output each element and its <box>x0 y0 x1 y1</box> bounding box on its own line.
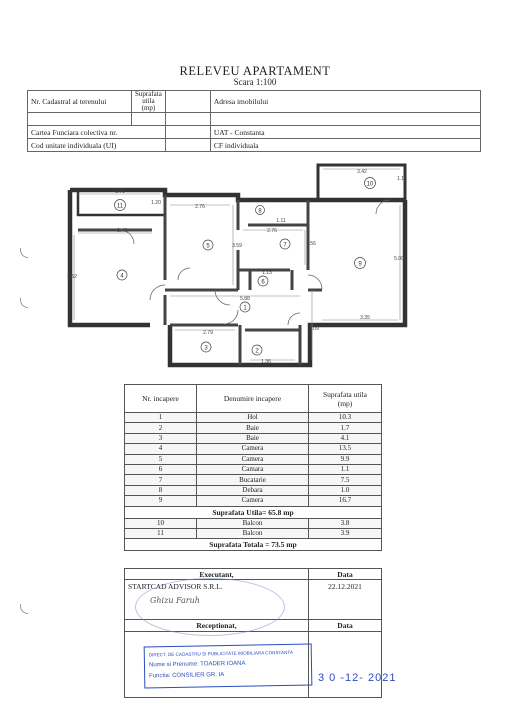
dim-label: 3.42 <box>357 169 367 175</box>
outer-wall-east <box>320 200 405 325</box>
nr-cadastral-label: Nr. Cadastral al terenului <box>28 91 132 113</box>
col-header-nr: Nr. incapere <box>125 385 197 413</box>
company-seal-icon <box>135 578 285 636</box>
header-table <box>27 90 481 152</box>
table-row <box>125 528 382 538</box>
executant-label: Executant, <box>125 569 309 580</box>
room-number: 1 <box>243 305 247 312</box>
receptionat-date-cell <box>309 632 382 698</box>
room-name: Camera <box>197 454 309 464</box>
scan-mark-icon <box>20 298 28 308</box>
dim-label: 2.76 <box>267 228 277 234</box>
cf-label: CF individuala <box>210 139 480 152</box>
ocpi-stamp <box>144 644 313 689</box>
dim-label: 1.36 <box>261 359 271 365</box>
dim-label: 1.13 <box>262 270 272 276</box>
room-nr: 11 <box>125 528 197 538</box>
table-row <box>125 433 382 443</box>
room-area: 3.8 <box>309 518 382 528</box>
room-number: 10 <box>366 181 374 188</box>
dim-label: 3.35 <box>360 315 370 321</box>
company-name: STARTCAD ADVISOR S.R.L. <box>125 580 309 620</box>
executant-signature: Ghizu Faruh <box>150 596 200 605</box>
header-cell-blank <box>28 113 132 126</box>
col-header-denumire: Denumire incapere <box>197 385 309 413</box>
receptionat-label: Receptionat, <box>125 620 309 632</box>
dim-label: 3.49 <box>117 228 127 234</box>
grand-total: Suprafata Totala = 73.5 mp <box>125 539 382 551</box>
room-number: 11 <box>116 203 124 210</box>
dim-label: 2.76 <box>195 204 205 210</box>
door-swing <box>178 268 190 280</box>
stamp-date: 3 0 -12- 2021 <box>318 672 397 684</box>
room-name: Camara <box>197 464 309 474</box>
room-area: 4.1 <box>309 433 382 443</box>
room-area: 1.0 <box>309 485 382 495</box>
room-nr: 4 <box>125 444 197 454</box>
col-header-suprafata <box>309 385 382 413</box>
dim-label: 3.79 <box>115 189 125 195</box>
header-cell-blank <box>165 113 210 126</box>
room-nr: 2 <box>125 423 197 433</box>
dim-label: 1.20 <box>151 200 161 206</box>
room-name: Balcon <box>197 518 309 528</box>
door-swing <box>288 313 300 325</box>
table-row <box>125 454 382 464</box>
room-area: 3.9 <box>309 528 382 538</box>
outer-wall-west <box>70 190 150 325</box>
dim-label: 5.00 <box>394 256 404 262</box>
dim-label: 5.56 <box>306 241 316 247</box>
table-row <box>125 464 382 474</box>
dim-label: 3.52 <box>67 274 77 280</box>
table-row <box>125 496 382 506</box>
room-nr: 8 <box>125 485 197 495</box>
room-area: 9.9 <box>309 454 382 464</box>
room-area: 1.7 <box>309 423 382 433</box>
room-name: Balcon <box>197 528 309 538</box>
room-number: 5 <box>206 243 210 250</box>
room-number: 7 <box>283 242 287 249</box>
room-name: Debara <box>197 485 309 495</box>
dim-label: 3.59 <box>232 243 242 249</box>
dim-label: 1.18 <box>397 176 407 182</box>
header-cell-blank <box>132 113 166 126</box>
table-row <box>125 475 382 485</box>
room-area: 10.3 <box>309 413 382 423</box>
room-area: 7.5 <box>309 475 382 485</box>
floor-plan <box>60 160 425 375</box>
room-number: 4 <box>120 273 124 280</box>
data-label: Data <box>309 569 382 580</box>
table-row <box>125 518 382 528</box>
adresa-label: Adresa imobilului <box>210 91 480 113</box>
document-title: RELEVEU APARTAMENT <box>179 64 331 78</box>
room-name: Hol <box>197 413 309 423</box>
suprafata-label: Suprafata utila <box>323 389 367 399</box>
scan-mark-icon <box>20 604 28 614</box>
stamp-line: Functia: CONSILIER GR. IA <box>149 672 225 680</box>
room-number: 8 <box>258 208 262 215</box>
carte-funciara-label: Cartea Funciara colectiva nr. <box>28 126 166 139</box>
room-number: 3 <box>204 345 208 352</box>
stamp-line: Nume si Prenume: TOADER IOANA <box>148 660 246 669</box>
utila-total: Suprafata Utila= 65.8 mp <box>125 506 382 518</box>
room-nr: 3 <box>125 433 197 443</box>
room-area: 13.5 <box>309 444 382 454</box>
header-cell-blank <box>165 126 210 139</box>
room-number: 9 <box>358 261 362 268</box>
stamp-line: DIRECT. DE CADASTRU SI PUBLICITATE IMOBILIARA CONSTANTA <box>148 649 293 658</box>
door-swing <box>150 285 165 300</box>
room-name: Camera <box>197 496 309 506</box>
room-nr: 6 <box>125 464 197 474</box>
room-name: Bucatarie <box>197 475 309 485</box>
header-cell-blank <box>165 139 210 152</box>
header-cell-blank <box>165 91 210 113</box>
door-swing <box>215 290 230 305</box>
table-row <box>125 444 382 454</box>
dim-label: 5.88 <box>240 296 250 302</box>
dim-label: 3.09 <box>309 326 319 332</box>
dim-label: 2.79 <box>203 330 213 336</box>
room-area: 16.7 <box>309 496 382 506</box>
table-row <box>125 485 382 495</box>
room-name: Camera <box>197 444 309 454</box>
door-swing <box>308 275 322 289</box>
dim-label: 1.11 <box>276 218 286 224</box>
uat-label: UAT - Constanta <box>210 126 480 139</box>
mp-label: (mp) <box>141 104 156 112</box>
cod-unitate-label: Cod unitate individuala (UI) <box>28 139 166 152</box>
execution-date: 22.12.2021 <box>309 580 382 620</box>
scale-label: Scara 1:100 <box>233 77 277 87</box>
rooms-table <box>124 384 382 551</box>
room-name: Baie <box>197 433 309 443</box>
header-cell-blank <box>210 113 480 126</box>
room-nr: 1 <box>125 413 197 423</box>
room-area: 1.1 <box>309 464 382 474</box>
room-number: 6 <box>261 279 265 286</box>
suprafata-utila-label: Suprafata utila <box>135 90 162 105</box>
door-swing <box>224 310 238 324</box>
scan-mark-icon <box>20 248 28 258</box>
mp-label: (mp) <box>337 398 353 408</box>
data-label-2: Data <box>309 620 382 632</box>
table-row <box>125 413 382 423</box>
room-nr: 7 <box>125 475 197 485</box>
room-nr: 9 <box>125 496 197 506</box>
room-name: Baie <box>197 423 309 433</box>
room-number: 2 <box>255 348 259 355</box>
room-nr: 5 <box>125 454 197 464</box>
table-row <box>125 423 382 433</box>
suprafata-utila-header <box>132 91 166 113</box>
room-nr: 10 <box>125 518 197 528</box>
